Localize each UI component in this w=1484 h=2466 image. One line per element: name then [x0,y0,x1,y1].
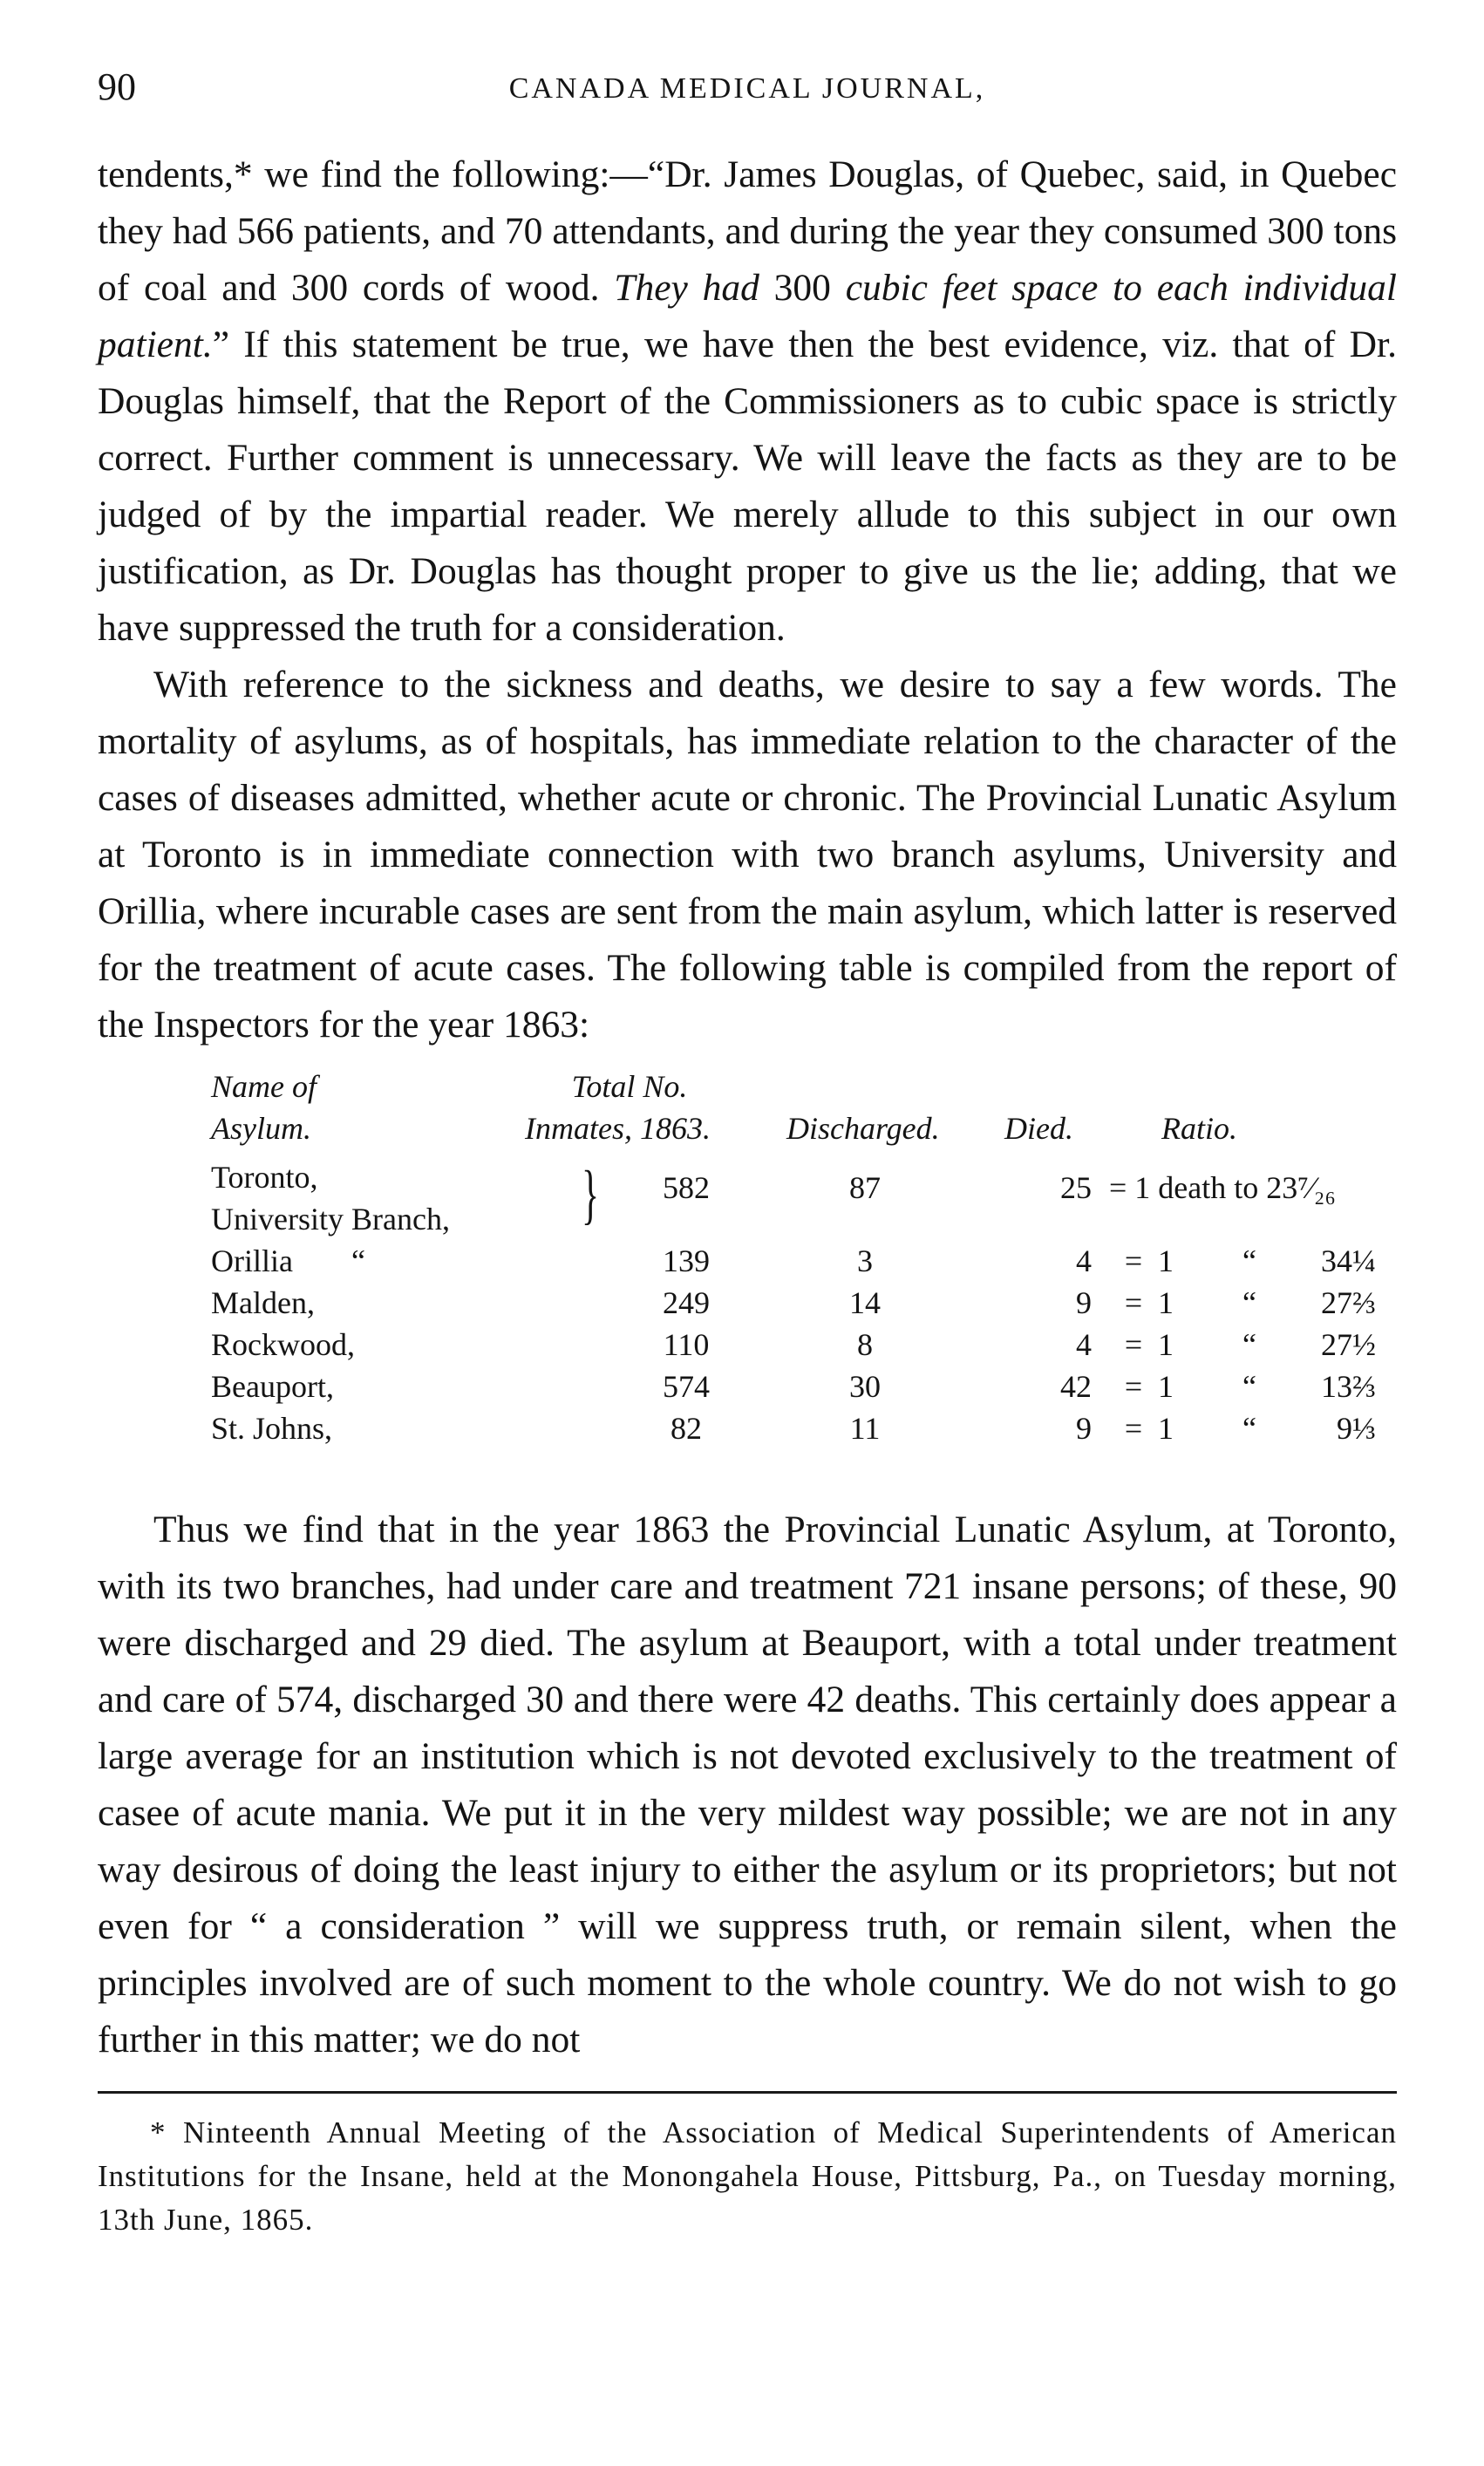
row-died: 42 [1060,1369,1092,1404]
table-row [211,1407,1379,1449]
header-name-line-2: Asylum. [211,1111,311,1146]
header-discharged: Discharged. [786,1111,940,1146]
footnote-text: Ninteenth Annual Meeting of the Association of Medical Superintendents of American Institutions for the Insane, held at the Monongahela House, Pittsburg, Pa., on Tuesday morning, 13th June, 1865. [98,2115,1397,2237]
paragraph-1-part-1: tendents,* we find the following:—“Dr. James Douglas, of Quebec, said, in Quebec they had 566 patients, and 70 attendants, and during the year they consumed 300 tons of coal and 300 cords of wood. [98,153,1397,309]
grouping-brace: } [582,1158,600,1231]
row-inmates: 139 [663,1243,710,1278]
row-inmates: 582 [663,1170,710,1205]
table-row [211,1324,1379,1366]
paragraph-2: With reference to the sickness and deaths, we desire to say a few words. The mortality of asylums, as of hospitals, has immediate relation to the character of the cases of diseases admitted, whether acute or chronic. The Provincial Lunatic Asylum at Toronto is in immediate connection with two branch asylums, University and Orillia, where incurable cases are sent from the main asylum, which latter is reserved for the treatment of acute cases. The following table is compiled from the report of the Inspectors for the year 1863: [98,664,1397,1046]
footnote-divider [98,2091,1397,2094]
table-header [211,1066,1379,1156]
paragraph-3: Thus we find that in the year 1863 the Provincial Lunatic Asylum, at Toronto, with its two branches, had under care and treatment 721 insane persons; of these, 90 were discharged and 29 died. The asylum at Beauport, with a total under treatment and care of 574, discharged 30 and there were 42 deaths. This certainly does appear a large average for an institution which is not devoted exclusively to the treatment of casee of acute mania. We put it in the very mildest way possible; we are not in any way desirous of doing the least injury to either the asylum or its proprietors; but not even for “ a consideration ” will we suppress truth, or remain silent, when the principles involved are of such moment to the whole country. We do not wish to go further in this matter; we do not [98,1509,1397,2061]
table-row [211,1282,1379,1324]
page-number: 90 [98,65,136,108]
paragraph-1-part-3: ” If this statement be true, we have then the best evidence, viz. that of Dr. Douglas himself, that the Report of the Commissioners as to cubic space is strictly correct. Further comment is unnecessary. We will leave the facts as they are to be judged of by the impartial reader. We merely allude to this subject in our own justification, as Dr. Douglas has thought proper to give us the lie; adding, that we have suppressed the truth for a consideration. [98,324,1397,649]
row-name-university-branch: University Branch, [211,1202,450,1236]
asylum-statistics-table [211,1066,1379,1502]
row-name: Rockwood, [211,1327,355,1362]
page-header [98,61,1397,117]
header-name-line-1: Name of [211,1069,317,1104]
header-ratio: Ratio. [1161,1111,1237,1146]
row-inmates: 110 [663,1327,710,1362]
row-died: 25 [1060,1170,1092,1205]
row-inmates: 574 [663,1369,710,1404]
row-name: Beauport, [211,1369,334,1404]
row-died: 9 [1076,1285,1092,1320]
table-body [211,1156,1379,1449]
row-ratio: = 1 death to 23⁷⁄₂₆ [1109,1170,1336,1205]
row-name: Malden, [211,1285,315,1320]
table-row-toronto-university [211,1156,1379,1240]
row-name-toronto: Toronto, [211,1160,318,1195]
row-ratio: = 1 “ 27⅔ [1124,1285,1376,1320]
paragraph-1-italic-2: cubic feet space to each individual patient. [98,267,1398,365]
paragraph-1 [98,146,1397,657]
row-ratio: = 1 “ 9⅓ [1124,1411,1376,1446]
paragraph-1-italic-1: They had [614,267,759,309]
row-name: St. Johns, [211,1411,333,1446]
row-discharged: 87 [849,1170,881,1205]
row-died: 4 [1076,1327,1092,1362]
row-discharged: 14 [849,1285,881,1320]
row-inmates: 249 [663,1285,710,1320]
footnote-mark: * [150,2115,167,2149]
row-name: Orillia “ [211,1240,595,1282]
ditto-mark: “ [351,1243,365,1278]
table-row [211,1366,1379,1407]
footnote [98,2111,1397,2242]
running-head: CANADA MEDICAL JOURNAL, [508,72,986,105]
row-inmates: 82 [671,1411,702,1446]
header-died: Died. [1004,1111,1073,1146]
header-total-line-2: Inmates, 1863. [525,1111,711,1146]
row-died: 9 [1076,1411,1092,1446]
row-ratio: = 1 “ 27½ [1124,1327,1376,1362]
row-ratio: = 1 “ 34¼ [1124,1243,1376,1278]
table-row [211,1240,1379,1282]
paragraph-1-part-2: 300 [759,267,846,309]
row-discharged: 30 [849,1369,881,1404]
row-discharged: 8 [857,1327,873,1362]
header-total-line-1: Total No. [571,1069,688,1104]
row-died: 4 [1076,1243,1092,1278]
row-ratio: = 1 “ 13⅔ [1124,1369,1376,1404]
row-discharged: 3 [857,1243,873,1278]
document-page [98,61,1397,2415]
row-discharged: 11 [849,1411,881,1446]
